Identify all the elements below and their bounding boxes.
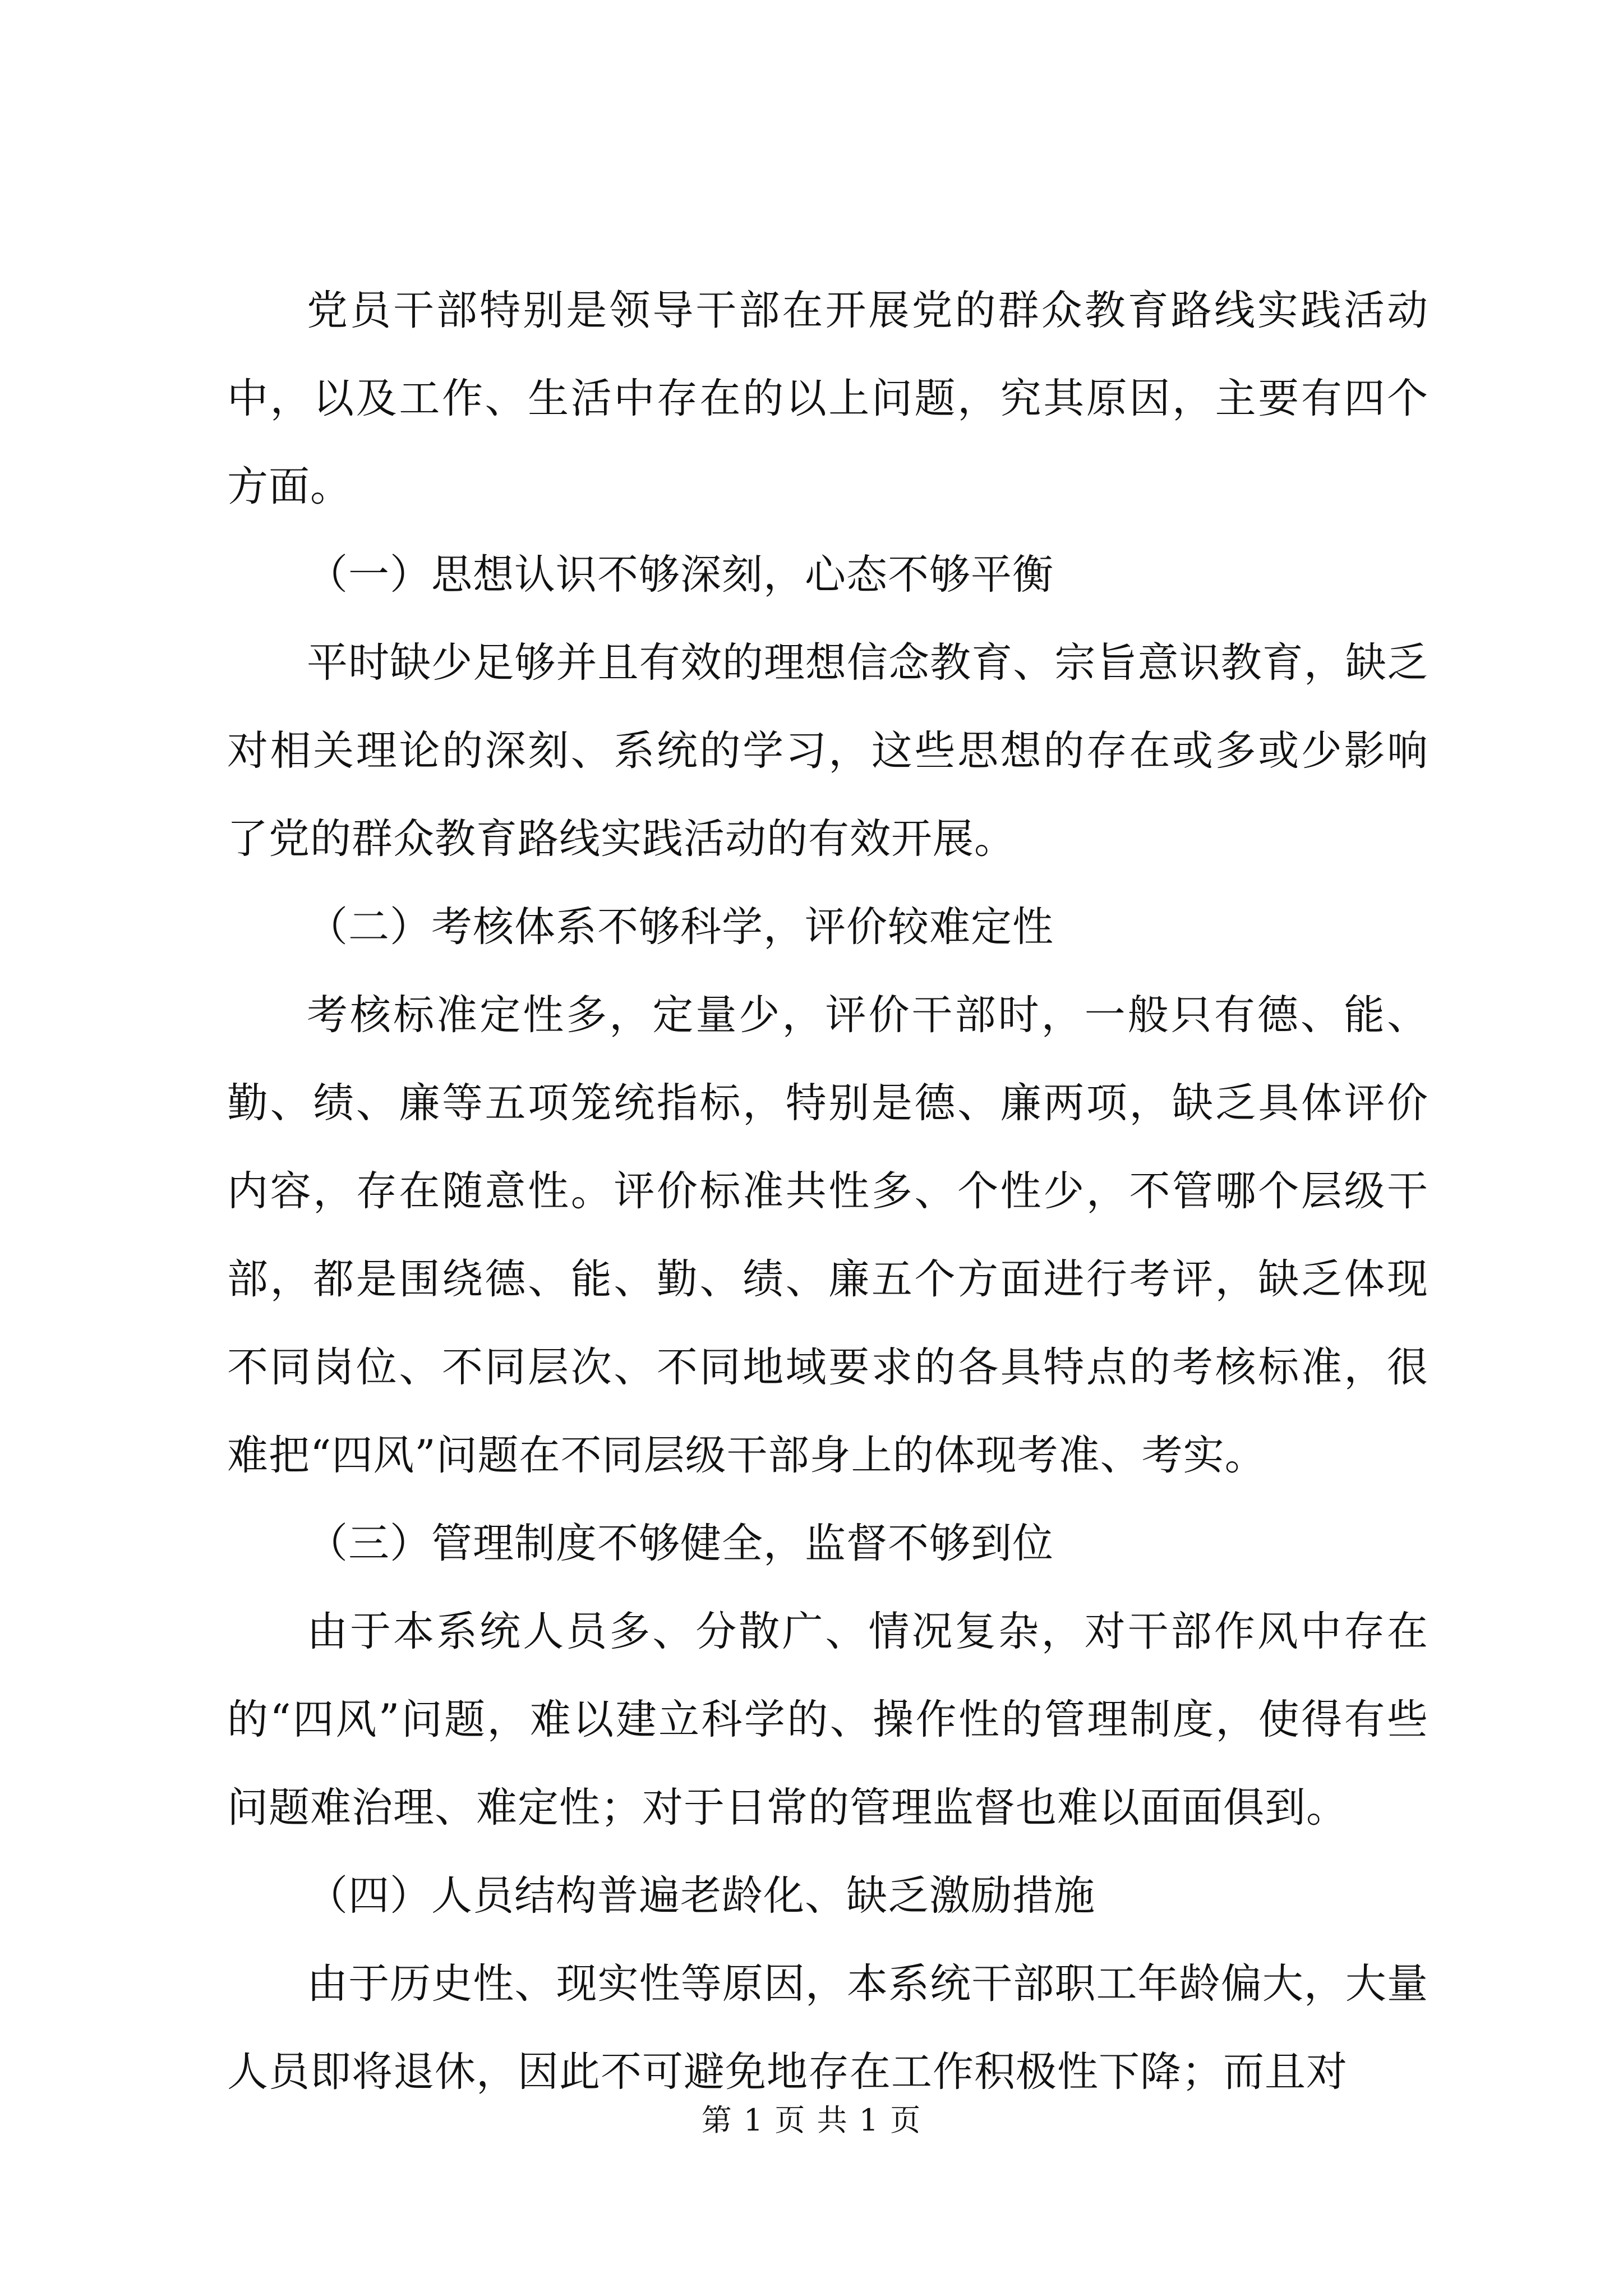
section-heading-1: （一）思想认识不够深刻，心态不够平衡	[307, 551, 1054, 599]
paragraph-section-1: 平时缺少足够并且有效的理想信念教育、宗旨意识教育，缺乏对相关理论的深刻、系统的学习，这些思想的存在或多或少影响了党的群众教育路线实践活动的有效开展。	[227, 639, 1428, 863]
paragraph-section-3: 由于本系统人员多、分散广、情况复杂，对干部作风中存在的“四风”问题，难以建立科学的、操作性的管理制度，使得有些问题难治理、难定性；对于日常的管理监督也难以面面俱到。	[227, 1608, 1428, 1832]
document-body	[227, 266, 1428, 2116]
paragraph-section-2: 考核标准定性多，定量少，评价干部时，一般只有德、能、勤、绩、廉等五项笼统指标，特别是德、廉两项，缺乏具体评价内容，存在随意性。评价标准共性多、个性少，不管哪个层级干部，都是围绕德、能、勤、绩、廉五个方面进行考评，缺乏体现不同岗位、不同层次、不同地域要求的各具特点的考核标准，很难把“四风”问题在不同层级干部身上的体现考准、考实。	[227, 991, 1428, 1479]
section-heading-4: （四）人员结构普遍老龄化、缺乏激励措施	[307, 1872, 1095, 1920]
section-heading-3: （三）管理制度不够健全，监督不够到位	[307, 1520, 1054, 1567]
paragraph-section-4: 由于历史性、现实性等原因，本系统干部职工年龄偏大，大量人员即将退休，因此不可避免地存在工作积极性下降；而且对	[227, 1960, 1428, 2096]
paragraph-intro: 党员干部特别是领导干部在开展党的群众教育路线实践活动中，以及工作、生活中存在的以上问题，究其原因，主要有四个方面。	[227, 287, 1428, 510]
section-heading-2: （二）考核体系不够科学，评价较难定性	[307, 903, 1054, 951]
page-footer: 第 1 页 共 1 页	[701, 2102, 922, 2138]
